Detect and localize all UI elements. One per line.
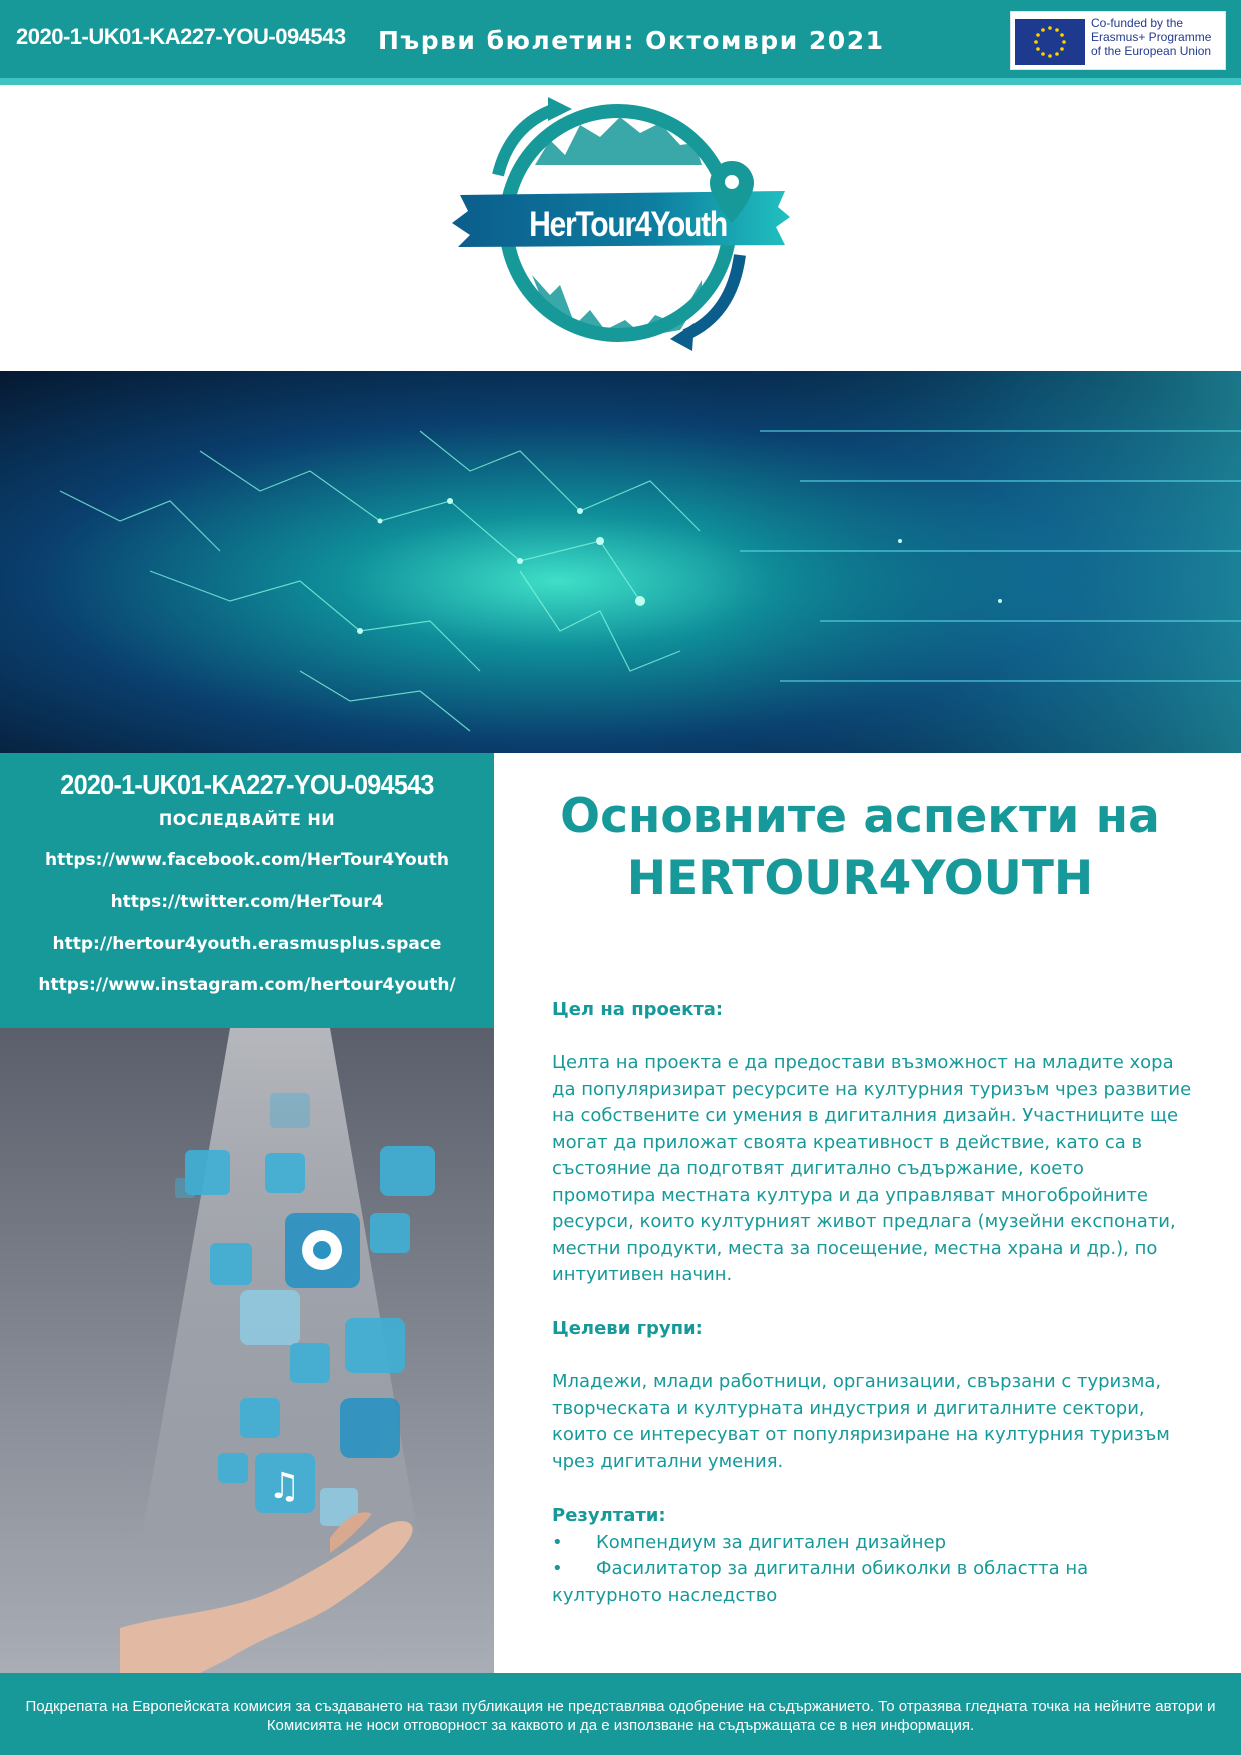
main-title-line: Основните аспекти на bbox=[560, 789, 1160, 844]
header-project-code: 2020-1-UK01-KA227-YOU-094543 bbox=[16, 24, 346, 49]
result-text: Фасилитатор за дигитални обиколки в областта на културното наследство bbox=[552, 1558, 1089, 1606]
eu-flag-icon bbox=[1015, 19, 1085, 65]
hertour4youth-logo bbox=[440, 95, 800, 355]
main-title-line: HERTOUR4YOUTH bbox=[626, 851, 1094, 906]
results-list bbox=[552, 1530, 1192, 1610]
results-section bbox=[552, 1503, 1192, 1609]
list-item bbox=[552, 1556, 1192, 1609]
eu-badge-line: Erasmus+ Programme bbox=[1091, 30, 1212, 44]
instagram-link[interactable]: https://www.instagram.com/hertour4youth/ bbox=[38, 975, 456, 995]
eu-badge-line: of the European Union bbox=[1091, 44, 1212, 58]
follow-us-panel bbox=[0, 753, 494, 1028]
newsletter-title: Първи бюлетин: Октомври 2021 bbox=[378, 26, 885, 55]
footer-disclaimer bbox=[0, 1673, 1241, 1755]
list-item bbox=[552, 1530, 1192, 1557]
target-groups-section bbox=[552, 1316, 1192, 1475]
eu-badge-text bbox=[1091, 16, 1211, 58]
result-text: Компендиум за дигитален дизайнер bbox=[596, 1531, 946, 1553]
target-groups-text: Младежи, млади работници, организации, свързани с туризма, творческата и културната индустрия и дигиталните сектори, които се интересуват от популяризиране на културния туризъм чрез дигитални умения. bbox=[552, 1371, 1170, 1472]
eu-badge-line: Co-funded by the bbox=[1091, 16, 1184, 30]
bullet-icon: • bbox=[552, 1531, 563, 1553]
target-groups-heading: Целеви групи: bbox=[552, 1318, 703, 1339]
main-title bbox=[520, 786, 1200, 910]
logo-wordmark: HerTour4Youth bbox=[529, 205, 727, 244]
header-accent-stripe bbox=[0, 78, 1241, 85]
panel-project-code: 2020-1-UK01-KA227-YOU-094543 bbox=[60, 769, 434, 800]
header-bar bbox=[0, 0, 1241, 78]
hero-digital-map-image bbox=[0, 371, 1241, 753]
digital-apps-hand-image bbox=[0, 1028, 494, 1673]
svg-text:♫: ♫ bbox=[268, 1466, 301, 1507]
eu-cofunded-badge bbox=[1010, 11, 1226, 70]
goal-text: Целта на проекта е да предостави възможност на младите хора да популяризират ресурсите на културния туризъм чрез развитие на собствените си умения в дигиталния дизайн. Участниците ще могат да приложат своята креативност в действие, като са в състояние да подготвят дигитално съдържание, което промотира местната култура и да управляват многобройните ресурси, които културният живот предлага (музейни експонати, местни продукти, места за посещение, местна храна и др.), по интуитивен начин. bbox=[552, 1052, 1192, 1285]
disclaimer-text: Подкрепата на Европейската комисия за създаването на тази публикация не представлява одобрение на съдържанието. То отразява гледната точка на нейните автори и Комисията не носи отговорност за каквото и да е използване на съдържащата се в нея информация. bbox=[25, 1698, 1216, 1734]
website-link[interactable]: http://hertour4youth.erasmusplus.space bbox=[52, 934, 442, 954]
goal-section bbox=[552, 997, 1192, 1289]
results-heading: Резултати: bbox=[552, 1505, 666, 1526]
twitter-link[interactable]: https://twitter.com/HerTour4 bbox=[110, 892, 384, 912]
goal-heading: Цел на проекта: bbox=[552, 999, 724, 1020]
facebook-link[interactable]: https://www.facebook.com/HerTour4Youth bbox=[44, 850, 450, 870]
bullet-icon: • bbox=[552, 1558, 563, 1579]
follow-us-label: ПОСЛЕДВАЙТЕ НИ bbox=[158, 810, 336, 829]
